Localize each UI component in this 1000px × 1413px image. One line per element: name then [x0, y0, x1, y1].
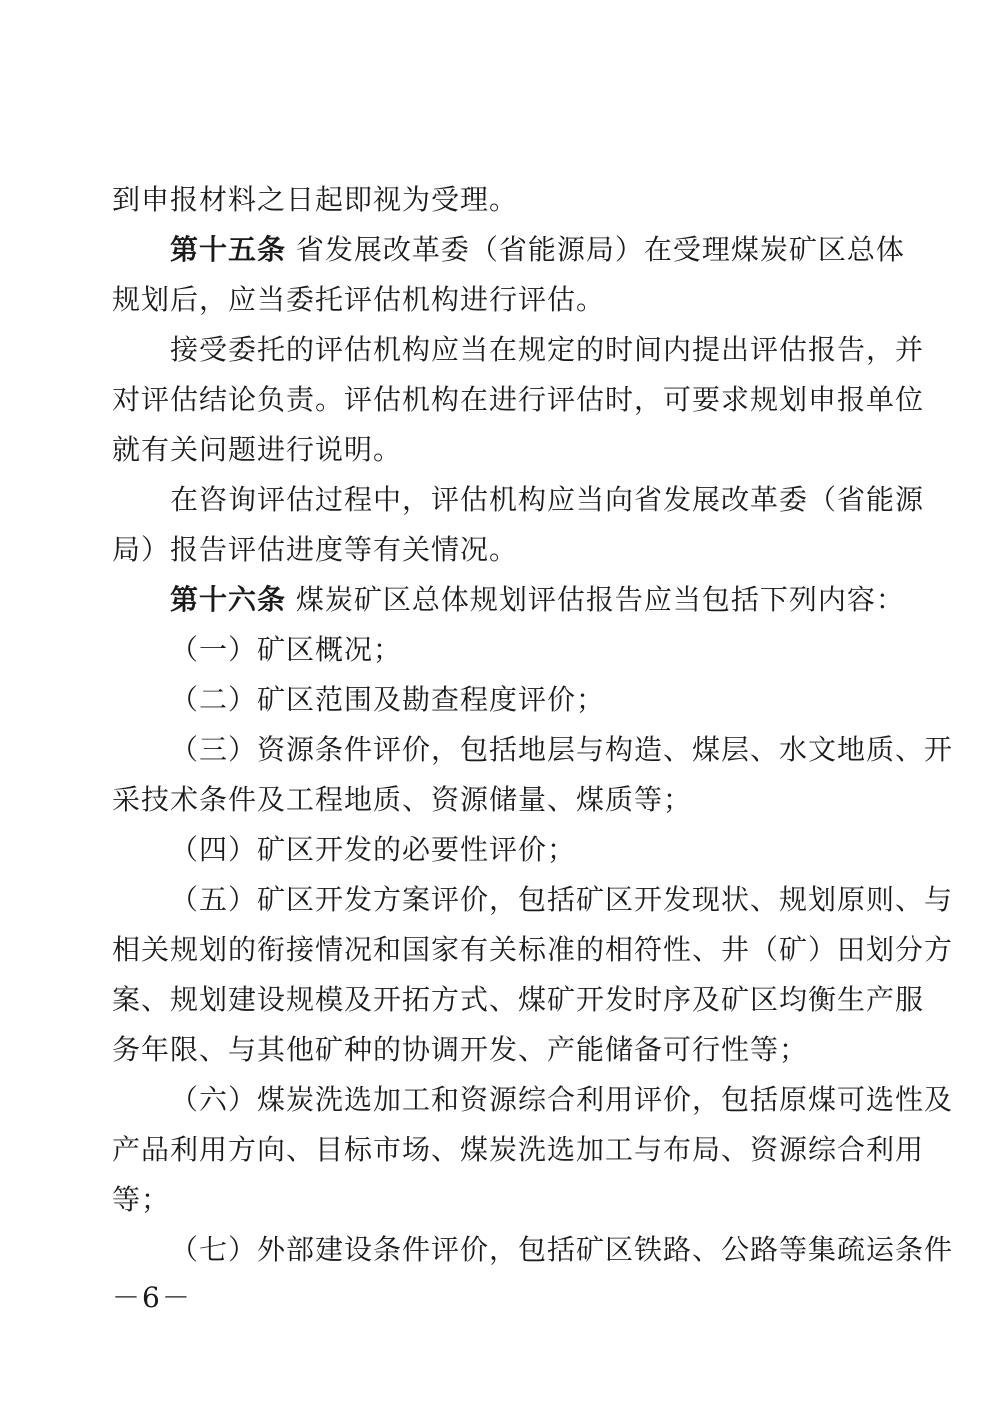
article-15-label: 第十五条 [170, 233, 287, 266]
article-16-line [170, 580, 905, 620]
text-line: 等； [112, 1183, 171, 1216]
text-line: 局）报告评估进度等有关情况。 [112, 533, 519, 566]
list-item: （四）矿区开发的必要性评价； [170, 833, 577, 866]
text-line: 务年限、与其他矿种的协调开发、产能储备可行性等； [112, 1033, 809, 1066]
text-line: 在咨询评估过程中，评估机构应当向省发展改革委（省能源 [170, 483, 925, 516]
list-item: （五）矿区开发方案评价，包括矿区开发现状、规划原则、与 [170, 883, 954, 916]
text-line: 接受委托的评估机构应当在规定的时间内提出评估报告，并 [170, 333, 925, 366]
text-line: 规划后，应当委托评估机构进行评估。 [112, 283, 606, 316]
article-15-text: 省发展改革委（省能源局）在受理煤炭矿区总体 [295, 233, 905, 266]
list-item: （七）外部建设条件评价，包括矿区铁路、公路等集疏运条件 [170, 1233, 954, 1266]
text-line: 就有关问题进行说明。 [112, 433, 403, 466]
list-item: （六）煤炭洗选加工和资源综合利用评价，包括原煤可选性及 [170, 1083, 954, 1116]
list-item: （一）矿区概况； [170, 633, 403, 666]
page-number: －6－ [112, 1281, 192, 1314]
list-item: （二）矿区范围及勘查程度评价； [170, 683, 606, 716]
text-line: 采技术条件及工程地质、资源储量、煤质等； [112, 783, 693, 816]
text-line: 产品利用方向、目标市场、煤炭洗选加工与布局、资源综合利用 [112, 1133, 925, 1166]
article-15-line [170, 230, 905, 270]
list-item: （三）资源条件评价，包括地层与构造、煤层、水文地质、开 [170, 733, 954, 766]
text-line: 对评估结论负责。评估机构在进行评估时，可要求规划申报单位 [112, 383, 925, 416]
text-line: 相关规划的衔接情况和国家有关标准的相符性、井（矿）田划分方 [112, 933, 954, 966]
text-line: 案、规划建设规模及开拓方式、煤矿开发时序及矿区均衡生产服 [112, 983, 925, 1016]
article-16-label: 第十六条 [170, 583, 287, 616]
article-16-text: 煤炭矿区总体规划评估报告应当包括下列内容： [295, 583, 905, 616]
text-line: 到申报材料之日起即视为受理。 [112, 183, 519, 216]
